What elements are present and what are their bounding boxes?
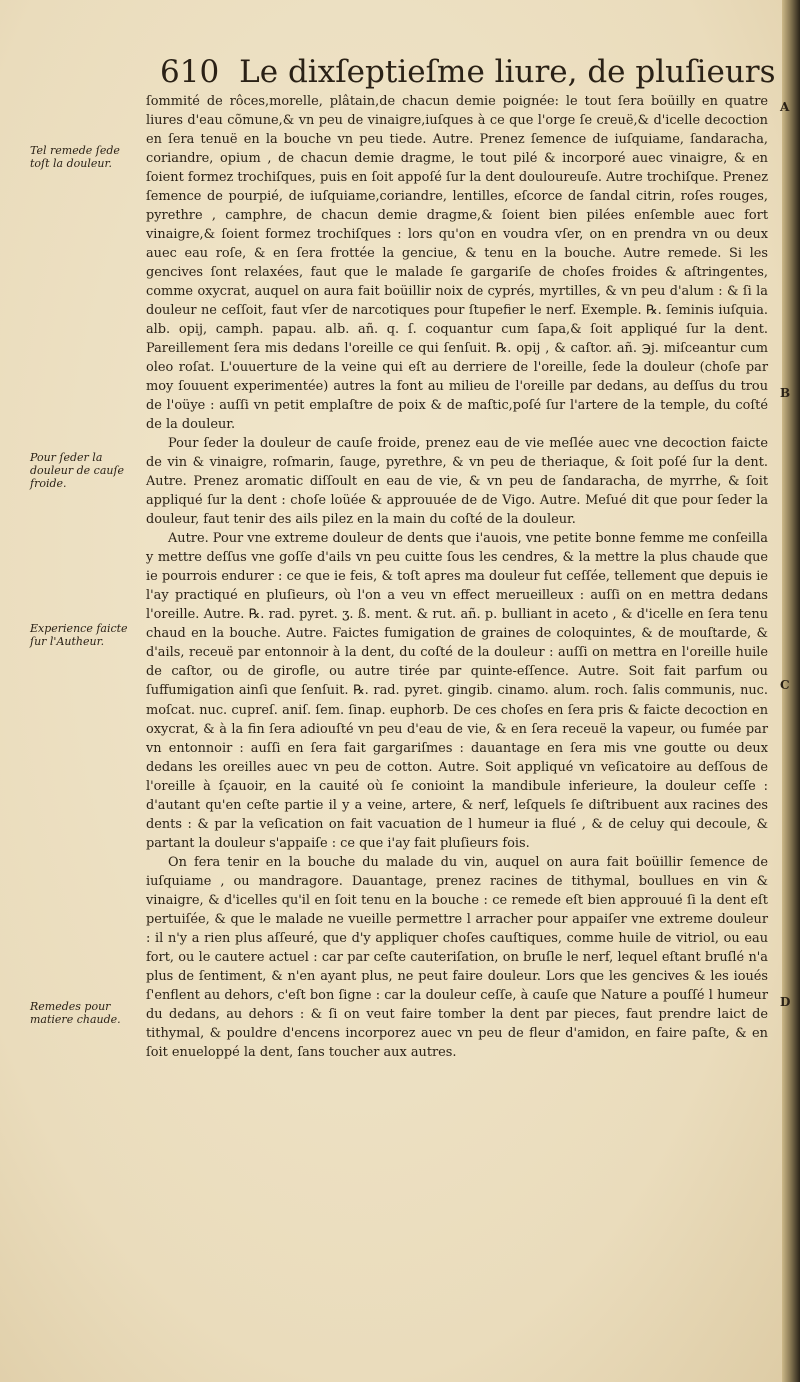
page-header: [160, 52, 776, 92]
section-marker-b: B: [780, 386, 791, 400]
paragraph-toothache-remedies: ſommité de rôces,morelle, plâtain,de chacun demie poignée: le tout ſera boüilly en quatre liures d'eau cõmune,& vn peu de vinaigre,iuſques à ce que l'orge ſe creuë,& d'icelle decoction en ſera tenuë en la bouche vn peu tiede. Autre. Prenez ſemence de iuſquiame, ſandaracha, coriandre, opium , de chacun demie dragme, le tout pilé & incorporé auec vinaigre, & en ſoient formez trochiſques, puis en ſoit appoſé ſur la dent douloureuſe. Autre trochiſque. Prenez ſemence de pourpié, de iuſquiame,coriandre, lentilles, eſcorce de ſandal citrin, roſes rouges, pyrethre , camphre, de chacun demie dragme,& ſoient bien pilées enſemble auec fort vinaigre,& ſoient formez trochiſques : lors qu'on en voudra vſer, on en prendra vn ou deux auec eau roſe, & en ſera frottée la genciue, & tenu en la bouche. Autre remede. Si les gencives ſont relaxées, faut que le malade ſe gargariſe de choſes froides & aſtringentes, comme oxycrat, auquel on aura fait boüillir noix de cyprés, myrtilles, & vn peu d'alum : & ſi la douleur ne ceſſoit, faut vſer de narcotiques pour ſtupefier le nerf. Exemple. ℞. ſeminis iuſquia. alb. opij, camph. papau. alb. añ. q. ſ. coquantur cum ſapa,& ſoit appliqué ſur la dent. Pareillement ſera mis dedans l'oreille ce qui ſenſuit. ℞. opij , & caſtor. añ. ℈j. miſceantur cum oleo roſat. L'ouuerture de la veine qui eſt au derriere de l'oreille, ſede la douleur (choſe par moy ſouuent experimentée) autres la font au milieu de l'oreille par dedans, au deſſus du trou de l'oüye : auſſi vn petit emplaſtre de poix & de maſtic,poſé ſur l'artere de la temple, du coſté de la douleur.: [146, 94, 768, 433]
section-marker-d: D: [780, 995, 791, 1009]
paragraph-author-experience: Autre. Pour vne extreme douleur de dents que i'auois, vne petite bonne femme me conſeilla y mettre deſſus vne goſſe d'ails vn peu cuitte ſous les cendres, & la mettre la plus chaude que ie pourrois endurer : ce que ie feis, & toſt apres ma douleur fut ceſſée, tellement que depuis ie l'ay practiqué en pluſieurs, où l'on a veu vn effect merueilleux : auſſi on en mettra dedans l'oreille. Autre. ℞. rad. pyret. ʒ. ß. ment. & rut. añ. p. bulliant in aceto , & d'icelle en ſera tenu chaud en la bouche. Autre. Faictes fumigation de graines de coloquintes, & de mouſtarde, & d'ails, receuë par entonnoir à la dent, du coſté de la douleur : auſſi on mettra en l'oreille huile de caſtor, ou de girofle, ou autre tirée par quinte-eſſence. Autre. Soit fait parfum ou ſuffumigation ainſi que ſenſuit. ℞. rad. pyret. gingib. cinamo. alum. roch. ſalis communis, nuc. moſcat. nuc. cupreſ. aniſ. ſem. ſinap. euphorb. De ces choſes en ſera pris & faicte decoction en oxycrat, & à la fin ſera adiouſté vn peu d'eau de vie, & en ſera receuë la vapeur, ou fumée par vn entonnoir : auſſi en ſera fait gargariſmes : dauantage en ſera mis vne goutte ou deux dedans les oreilles auec vn peu de cotton. Autre. Soit appliqué vn veſicatoire au deſſous de l'oreille à ſçauoir, en la cauité où ſe conioint la mandibule inferieure, la douleur ceſſe : d'autant qu'en ceſte partie il y a veine, artere, & nerf, leſquels ſe diſtribuent aux racines des dents : & par la veſication on fait vacuation de l humeur ia flué , & de celuy qui decoule, & partant la douleur s'appaiſe : ce que i'ay fait pluſieurs fois.: [146, 531, 768, 851]
margin-note-hot-matter: Remedes pour matiere chaude.: [30, 1000, 121, 1026]
section-marker-a: A: [780, 100, 790, 114]
section-marker-c: C: [780, 678, 790, 692]
margin-note-cold-cause: Pour ſeder la douleur de cauſe froide.: [30, 451, 125, 490]
paragraph-hot-matter: On fera tenir en la bouche du malade du vin, auquel on aura fait boüillir ſemence de iuſquiame , ou mandragore. Dauantage, prenez racines de tithymal, boullues en vin & vinaigre, & d'icelles qu'il en ſoit tenu en la bouche : ce remede eſt bien approuué ſi la dent eſt pertuiſée, & que le malade ne vueille permettre l arracher pour appaiſer vne extreme douleur : il n'y a rien plus aſſeuré, que d'y appliquer choſes cauſtiques, comme huile de vitriol, ou eau fort, ou le cautere actuel : car par ceſte cauteriſation, on bruſle le nerf, lequel eſtant bruſlé n'a plus de ſentiment, & n'en ayant plus, ne peut faire douleur. Lors que les gencives & les ioués ſ'enflent au dehors, c'eſt bon ſigne : car la douleur ceſſe, à cauſe que Nature a pouſſé l humeur du dedans, au dehors : & ſi on veut faire tomber la dent par pieces, faut prendre laict de tithymal, & pouldre d'encens incorporez auec vn peu de fleur d'amidon, en faire paſte, & en ſoit enueloppé la dent, ſans toucher aux autres.: [146, 854, 768, 1060]
paragraph-cold-cause: Pour ſeder la douleur de cauſe froide, prenez eau de vie meſlée auec vne decoction faicte de vin & vinaigre, roſmarin, ſauge, pyrethre, & vn peu de theriaque, & ſoit poſé ſur la dent. Autre. Prenez aromatic diſſoult en eau de vie, & vn peu de ſandaracha, de myrrhe, & ſoit appliqué ſur la dent : choſe loüée & approuuée de de Vigo. Autre. Meſué dit que pour ſeder la douleur, faut tenir des ails pilez en la main du coſté de la douleur.: [146, 436, 768, 528]
body-text: [146, 92, 768, 1062]
page-number: 610: [160, 54, 220, 90]
running-title: Le dixſeptieſme liure, de pluſieurs: [239, 54, 776, 90]
margin-note-remedy: Tel remede ſede toſt la douleur.: [30, 144, 120, 170]
margin-note-experience: Experience faicte ſur l'Autheur.: [30, 622, 128, 648]
